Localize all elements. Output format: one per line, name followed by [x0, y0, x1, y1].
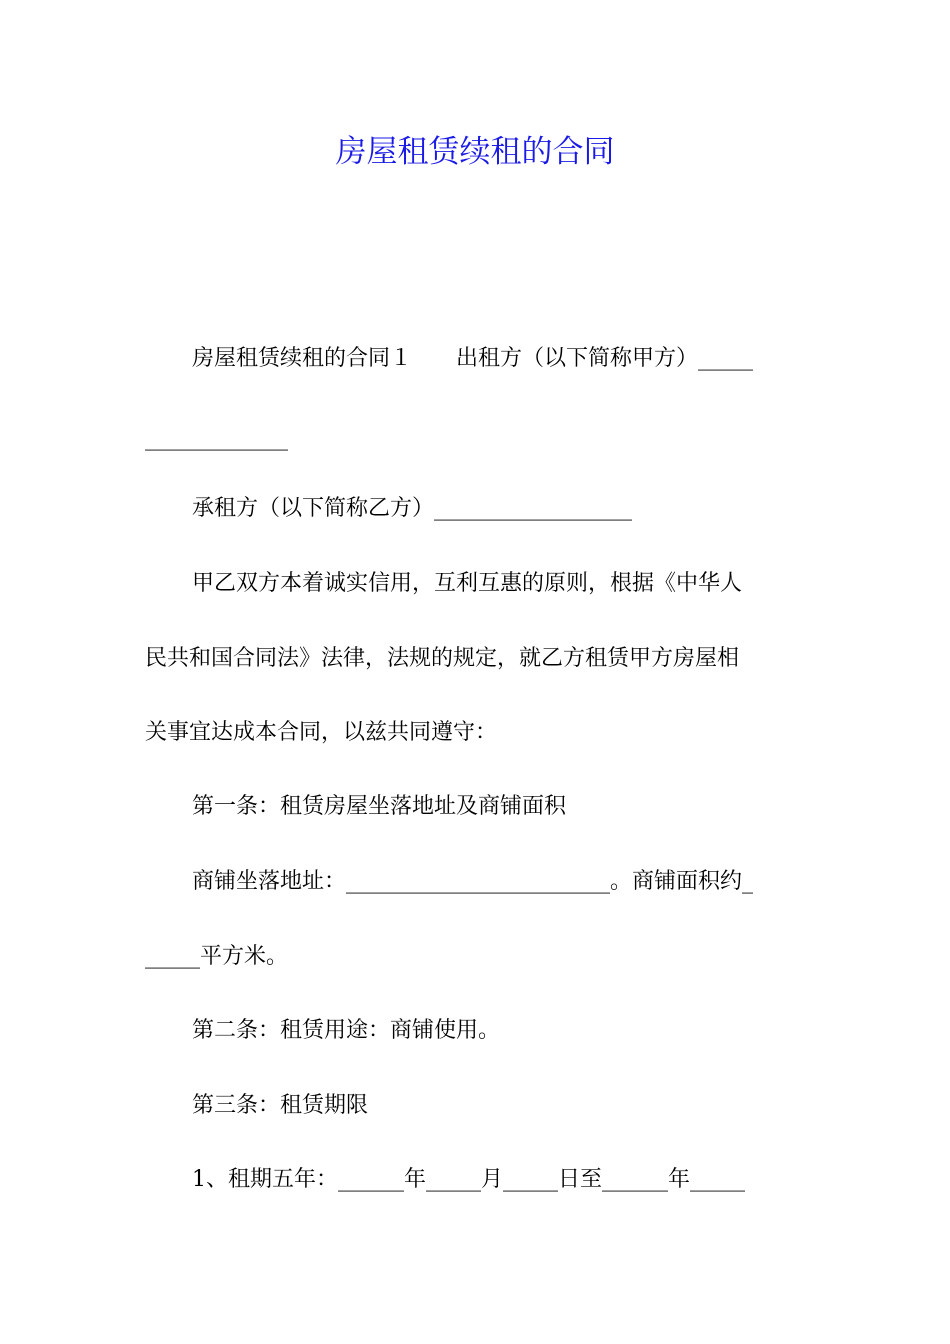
paragraph-line-3: 承租方（以下简称乙方）__________________: [192, 496, 633, 521]
paragraph-line-9: _____平方米。: [145, 944, 289, 969]
paragraph-line-8: 商铺坐落地址：________________________。商铺面积约_: [192, 869, 754, 894]
paragraph-line-1: 房屋租赁续租的合同１ 出租方（以下简称甲方）_____: [192, 346, 754, 371]
paragraph-line-2: _____________: [145, 426, 288, 451]
paragraph-line-4: 甲乙双方本着诚实信用，互利互惠的原则，根据《中华人: [192, 571, 743, 596]
paragraph-line-11: 第三条：租赁期限: [192, 1093, 369, 1118]
document-title: 房屋租赁续租的合同: [335, 134, 615, 170]
paragraph-line-12: 1、租期五年：______年_____月_____日至______年_____: [192, 1167, 745, 1192]
paragraph-line-5: 民共和国合同法》法律，法规的规定，就乙方租赁甲方房屋相: [145, 646, 740, 671]
paragraph-line-10: 第二条：租赁用途：商铺使用。: [192, 1018, 501, 1043]
paragraph-line-7: 第一条：租赁房屋坐落地址及商铺面积: [192, 794, 567, 819]
paragraph-line-6: 关事宜达成本合同，以兹共同遵守：: [145, 720, 498, 745]
